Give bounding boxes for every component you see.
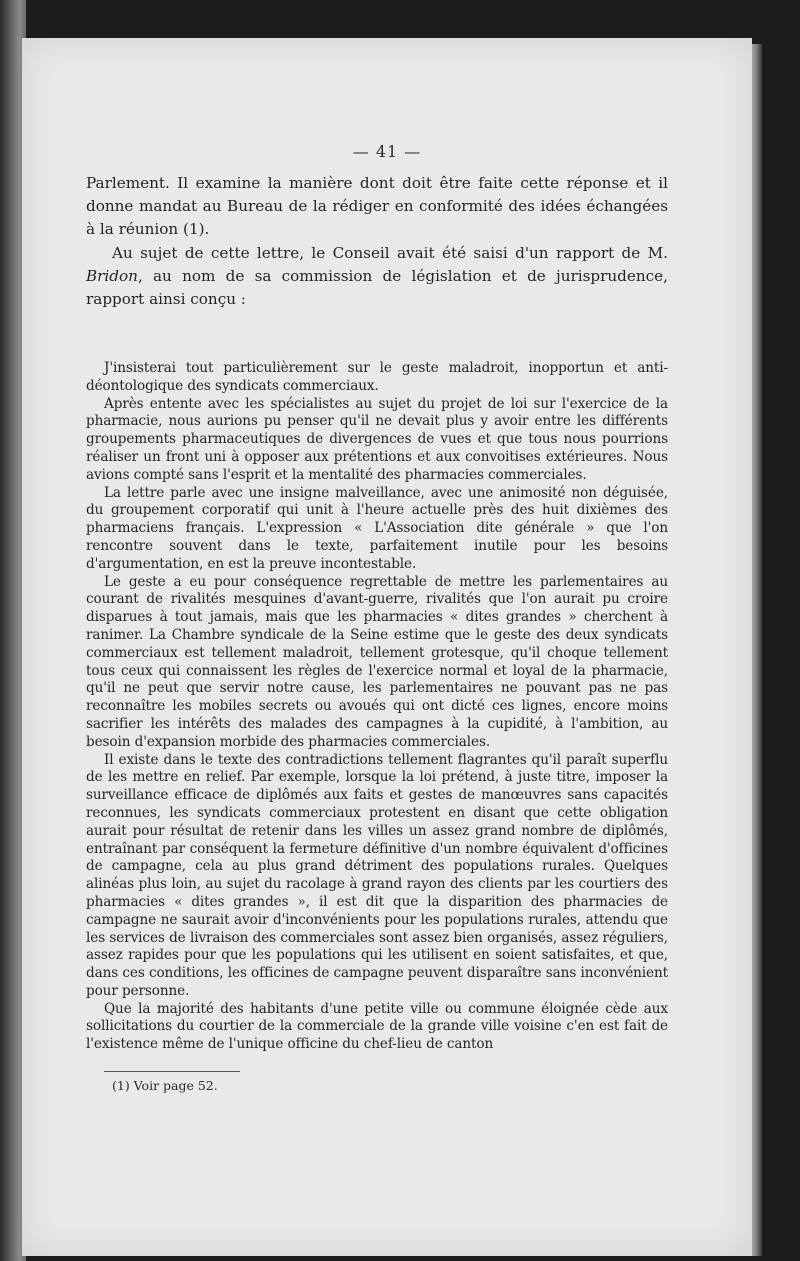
- rapporteur-name: Bridon: [86, 266, 138, 285]
- intro-paragraph-1: Parlement. Il examine la manière dont doit être faite cette réponse et il donne mandat au Bureau de la rédiger en conformité des idées échangées à la réunion (1).: [86, 174, 668, 239]
- intro-paragraph-2: [86, 242, 668, 312]
- report-paragraph: Le geste a eu pour conséquence regrettable de mettre les parlementaires au courant de rivalités mesquines d'avant-guerre, rivalités que l'on aurait pu croire disparues à tout jamais, mais que les pharmacies « dites grandes » cherchent à ranimer. La Chambre syndicale de la Seine estime que le geste des deux syndicats commerciaux est tellement maladroit, tellement grotesque, qu'il choque tellement tous ceux qui connaissent les règles de l'exercice normal et loyal de la pharmacie, qu'il ne peut que servir notre cause, les parlementaires ne pouvant pas ne pas reconnaître les mobiles secrets ou avoués qui ont dicté ces lignes, encore moins sacrifier les intérêts des malades des campagnes à la cupidité, à l'ambition, au besoin d'expansion morbide des pharmacies commerciales.: [86, 573, 668, 750]
- footnote-rule: [104, 1071, 240, 1072]
- report-paragraph: Que la majorité des habitants d'une petite ville ou commune éloignée cède aux sollicitations du courtier de la commerciale de la grande ville voisine c'en est fait de l'existence même de l'unique officine du chef-lieu de canton: [86, 1000, 668, 1053]
- intro-text: [86, 172, 668, 311]
- page: [22, 38, 752, 1256]
- report-text: [86, 324, 668, 1054]
- report-paragraph: J'insisterai tout particulièrement sur le geste maladroit, inopportun et anti-déontologique des syndicats commerciaux.: [86, 360, 668, 394]
- page-number: — 41 —: [352, 142, 422, 161]
- report-paragraph: Après entente avec les spécialistes au sujet du projet de loi sur l'exercice de la pharmacie, nous aurions pu penser qu'il ne devait plus y avoir entre les différents groupements pharmaceutiques de divergences de vues et que tous nous pourrions réaliser un front uni à opposer aux prétentions et aux convoitises extérieures. Nous avions compté sans l'esprit et la mentalité des pharmacies commerciales.: [86, 395, 668, 483]
- report-paragraph: Il existe dans le texte des contradictions tellement flagrantes qu'il paraît superflu de les mettre en relief. Par exemple, lorsque la loi prétend, à juste titre, imposer la surveillance efficace de diplômés aux faits et gestes de manœuvres sans capacités reconnues, les syndicats commerciaux protestent en disant que cette obligation aurait pour résultat de retenir dans les villes un assez grand nombre de diplômés, entraînant par conséquent la fermeture définitive d'un nombre équivalent d'officines de campagne, cela au plus grand détriment des populations rurales. Quelques alinéas plus loin, au sujet du racolage à grand rayon des clients par les courtiers des pharmacies « dites grandes », il est dit que la disparition des pharmacies de campagne ne saurait avoir d'inconvénients pour les populations rurales, attendu que les services de livraison des commerciales sont assez bien organisés, assez réguliers, assez rapides pour que les populations qui les utilisent en soient satisfaites, et que, dans ces conditions, les officines de campagne peuvent disparaître sans inconvénient pour personne.: [86, 751, 668, 999]
- report-paragraph: La lettre parle avec une insigne malveillance, avec une animosité non déguisée, du groupement corporatif qui unit à l'heure actuelle près des huit dixièmes des pharmaciens français. L'expression « L'Association dite générale » que l'on rencontre souvent dans le texte, parfaitement inutile pour les besoins d'argumentation, en est la preuve incontestable.: [86, 484, 668, 572]
- intro-p2-end: , au nom de sa commission de législation et de jurisprudence, rapport ainsi conçu :: [86, 266, 668, 309]
- footnote: (1) Voir page 52.: [112, 1078, 218, 1093]
- intro-p2-start: Au sujet de cette lettre, le Conseil avait été saisi d'un rapport de M.: [112, 243, 668, 262]
